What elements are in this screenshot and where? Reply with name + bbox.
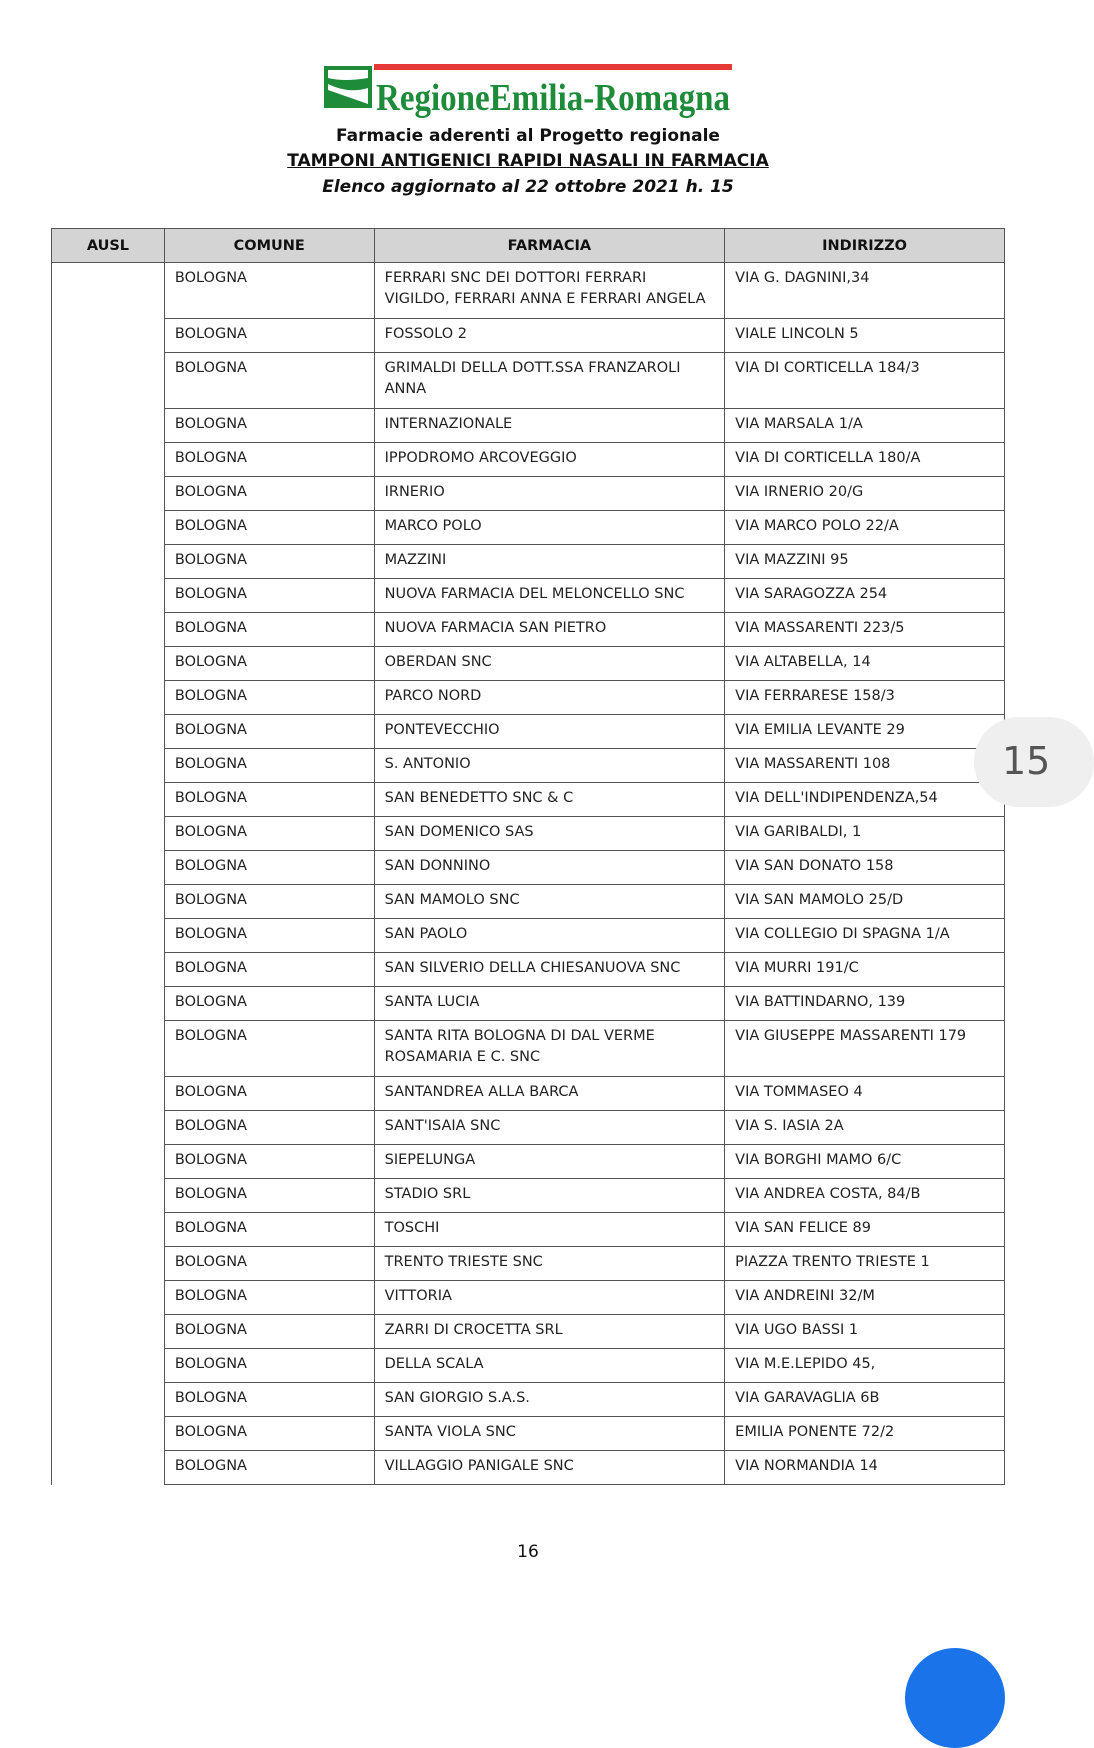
cell-comune: BOLOGNA (164, 409, 374, 443)
table-row (52, 443, 1005, 477)
cell-ausl (52, 1111, 165, 1145)
cell-indirizzo: VIA SAN MAMOLO 25/D (725, 885, 1005, 919)
cell-comune: BOLOGNA (164, 477, 374, 511)
cell-comune: BOLOGNA (164, 749, 374, 783)
cell-indirizzo: VIA UGO BASSI 1 (725, 1315, 1005, 1349)
cell-indirizzo: VIALE LINCOLN 5 (725, 319, 1005, 353)
cell-indirizzo: VIA DI CORTICELLA 180/A (725, 443, 1005, 477)
table-row (52, 1111, 1005, 1145)
cell-ausl (52, 443, 165, 477)
table-row (52, 817, 1005, 851)
cell-indirizzo: VIA EMILIA LEVANTE 29 (725, 715, 1005, 749)
cell-comune: BOLOGNA (164, 715, 374, 749)
cell-indirizzo: VIA SAN FELICE 89 (725, 1213, 1005, 1247)
table-row (52, 1417, 1005, 1451)
table-row (52, 1179, 1005, 1213)
table-row (52, 1281, 1005, 1315)
cell-indirizzo: VIA BATTINDARNO, 139 (725, 987, 1005, 1021)
cell-indirizzo: VIA MURRI 191/C (725, 953, 1005, 987)
cell-indirizzo: VIA M.E.LEPIDO 45, (725, 1349, 1005, 1383)
cell-farmacia: IPPODROMO ARCOVEGGIO (374, 443, 725, 477)
table-row (52, 1077, 1005, 1111)
cell-comune: BOLOGNA (164, 885, 374, 919)
cell-farmacia: OBERDAN SNC (374, 647, 725, 681)
cell-farmacia: IRNERIO (374, 477, 725, 511)
table-row (52, 987, 1005, 1021)
regione-emilia-romagna-logo (324, 64, 732, 122)
cell-indirizzo: VIA ANDREINI 32/M (725, 1281, 1005, 1315)
column-header-ausl: AUSL (52, 229, 165, 263)
cell-comune: BOLOGNA (164, 1383, 374, 1417)
table-row (52, 511, 1005, 545)
cell-ausl (52, 263, 165, 319)
cell-farmacia: SAN BENEDETTO SNC & C (374, 783, 725, 817)
cell-comune: BOLOGNA (164, 851, 374, 885)
cell-ausl (52, 511, 165, 545)
cell-comune: BOLOGNA (164, 443, 374, 477)
table-row (52, 613, 1005, 647)
cell-ausl (52, 1281, 165, 1315)
cell-comune: BOLOGNA (164, 1111, 374, 1145)
cell-comune: BOLOGNA (164, 1247, 374, 1281)
cell-farmacia: ZARRI DI CROCETTA SRL (374, 1315, 725, 1349)
cell-indirizzo: VIA MARSALA 1/A (725, 409, 1005, 443)
cell-ausl (52, 1077, 165, 1111)
cell-indirizzo: VIA MARCO POLO 22/A (725, 511, 1005, 545)
cell-comune: BOLOGNA (164, 647, 374, 681)
cell-indirizzo: VIA MASSARENTI 108 (725, 749, 1005, 783)
cell-indirizzo: VIA ANDREA COSTA, 84/B (725, 1179, 1005, 1213)
table-row (52, 409, 1005, 443)
cell-farmacia: PONTEVECCHIO (374, 715, 725, 749)
cell-ausl (52, 1417, 165, 1451)
cell-comune: BOLOGNA (164, 1077, 374, 1111)
table-row (52, 715, 1005, 749)
cell-farmacia: INTERNAZIONALE (374, 409, 725, 443)
cell-comune: BOLOGNA (164, 1145, 374, 1179)
cell-indirizzo: VIA S. IASIA 2A (725, 1111, 1005, 1145)
cell-comune: BOLOGNA (164, 613, 374, 647)
cell-ausl (52, 613, 165, 647)
cell-ausl (52, 1145, 165, 1179)
table-row (52, 1451, 1005, 1485)
cell-ausl (52, 1383, 165, 1417)
document-subtitle: Farmacie aderenti al Progetto regionale (336, 126, 720, 146)
cell-indirizzo: VIA COLLEGIO DI SPAGNA 1/A (725, 919, 1005, 953)
cell-farmacia: SAN SILVERIO DELLA CHIESANUOVA SNC (374, 953, 725, 987)
cell-comune: BOLOGNA (164, 1417, 374, 1451)
cell-indirizzo: EMILIA PONENTE 72/2 (725, 1417, 1005, 1451)
cell-ausl (52, 817, 165, 851)
page-indicator-text: 15 (1002, 739, 1051, 783)
cell-comune: BOLOGNA (164, 681, 374, 715)
table-row (52, 681, 1005, 715)
table-row (52, 1349, 1005, 1383)
cell-comune: BOLOGNA (164, 353, 374, 409)
cell-farmacia: SANTA VIOLA SNC (374, 1417, 725, 1451)
table-row (52, 353, 1005, 409)
cell-ausl (52, 579, 165, 613)
cell-farmacia: FOSSOLO 2 (374, 319, 725, 353)
cell-ausl (52, 477, 165, 511)
cell-comune: BOLOGNA (164, 1213, 374, 1247)
cell-ausl (52, 681, 165, 715)
cell-ausl (52, 953, 165, 987)
column-header-farmacia: FARMACIA (374, 229, 725, 263)
cell-indirizzo: VIA MASSARENTI 223/5 (725, 613, 1005, 647)
cell-ausl (52, 1179, 165, 1213)
document-title: TAMPONI ANTIGENICI RAPIDI NASALI IN FARMACIA (287, 151, 769, 171)
cell-farmacia: SIEPELUNGA (374, 1145, 725, 1179)
cell-ausl (52, 647, 165, 681)
cell-ausl (52, 715, 165, 749)
floating-action-button[interactable] (905, 1648, 1005, 1748)
page-number: 16 (517, 1542, 539, 1562)
cell-comune: BOLOGNA (164, 545, 374, 579)
cell-indirizzo: VIA FERRARESE 158/3 (725, 681, 1005, 715)
cell-farmacia: GRIMALDI DELLA DOTT.SSA FRANZAROLI ANNA (374, 353, 725, 409)
table-header-row (52, 229, 1005, 263)
table-row (52, 1021, 1005, 1077)
cell-farmacia: SANT'ISAIA SNC (374, 1111, 725, 1145)
cell-farmacia: MAZZINI (374, 545, 725, 579)
cell-comune: BOLOGNA (164, 579, 374, 613)
cell-farmacia: SAN MAMOLO SNC (374, 885, 725, 919)
cell-ausl (52, 319, 165, 353)
cell-comune: BOLOGNA (164, 263, 374, 319)
cell-farmacia: SANTA LUCIA (374, 987, 725, 1021)
cell-comune: BOLOGNA (164, 1021, 374, 1077)
cell-ausl (52, 919, 165, 953)
cell-indirizzo: VIA DI CORTICELLA 184/3 (725, 353, 1005, 409)
cell-farmacia: SANTA RITA BOLOGNA DI DAL VERME ROSAMARIA E C. SNC (374, 1021, 725, 1077)
cell-indirizzo: VIA SAN DONATO 158 (725, 851, 1005, 885)
cell-ausl (52, 409, 165, 443)
cell-ausl (52, 1213, 165, 1247)
cell-ausl (52, 783, 165, 817)
table-row (52, 919, 1005, 953)
cell-comune: BOLOGNA (164, 1315, 374, 1349)
cell-farmacia: S. ANTONIO (374, 749, 725, 783)
cell-farmacia: SANTANDREA ALLA BARCA (374, 1077, 725, 1111)
column-header-comune: COMUNE (164, 229, 374, 263)
update-date: Elenco aggiornato al 22 ottobre 2021 h. 15 (322, 177, 734, 197)
cell-ausl (52, 1349, 165, 1383)
table-row (52, 1213, 1005, 1247)
cell-comune: BOLOGNA (164, 987, 374, 1021)
cell-comune: BOLOGNA (164, 783, 374, 817)
cell-indirizzo: VIA ALTABELLA, 14 (725, 647, 1005, 681)
cell-farmacia: NUOVA FARMACIA DEL MELONCELLO SNC (374, 579, 725, 613)
cell-comune: BOLOGNA (164, 1451, 374, 1485)
cell-comune: BOLOGNA (164, 919, 374, 953)
table-row (52, 851, 1005, 885)
cell-indirizzo: VIA MAZZINI 95 (725, 545, 1005, 579)
cell-ausl (52, 851, 165, 885)
cell-ausl (52, 987, 165, 1021)
page-indicator-badge (974, 717, 1094, 807)
cell-farmacia: SAN PAOLO (374, 919, 725, 953)
table-row (52, 647, 1005, 681)
table-row (52, 783, 1005, 817)
table-row (52, 1145, 1005, 1179)
cell-comune: BOLOGNA (164, 953, 374, 987)
cell-indirizzo: VIA GIUSEPPE MASSARENTI 179 (725, 1021, 1005, 1077)
cell-ausl (52, 1021, 165, 1077)
cell-farmacia: VILLAGGIO PANIGALE SNC (374, 1451, 725, 1485)
cell-indirizzo: VIA GARIBALDI, 1 (725, 817, 1005, 851)
cell-farmacia: SAN DONNINO (374, 851, 725, 885)
svg-text:RegioneEmilia-Romagna: RegioneEmilia-Romagna (376, 77, 730, 119)
cell-indirizzo: VIA DELL'INDIPENDENZA,54 (725, 783, 1005, 817)
cell-comune: BOLOGNA (164, 319, 374, 353)
table-row (52, 545, 1005, 579)
cell-comune: BOLOGNA (164, 1281, 374, 1315)
cell-farmacia: NUOVA FARMACIA SAN PIETRO (374, 613, 725, 647)
cell-indirizzo: VIA NORMANDIA 14 (725, 1451, 1005, 1485)
cell-indirizzo: VIA IRNERIO 20/G (725, 477, 1005, 511)
cell-indirizzo: VIA G. DAGNINI,34 (725, 263, 1005, 319)
cell-farmacia: MARCO POLO (374, 511, 725, 545)
cell-farmacia: TOSCHI (374, 1213, 725, 1247)
cell-comune: BOLOGNA (164, 511, 374, 545)
cell-comune: BOLOGNA (164, 817, 374, 851)
cell-indirizzo: VIA SARAGOZZA 254 (725, 579, 1005, 613)
cell-ausl (52, 1247, 165, 1281)
cell-ausl (52, 885, 165, 919)
cell-farmacia: SAN DOMENICO SAS (374, 817, 725, 851)
cell-ausl (52, 1315, 165, 1349)
cell-ausl (52, 1451, 165, 1485)
table-row (52, 319, 1005, 353)
cell-ausl (52, 353, 165, 409)
cell-farmacia: PARCO NORD (374, 681, 725, 715)
cell-comune: BOLOGNA (164, 1179, 374, 1213)
table-row (52, 1315, 1005, 1349)
table-row (52, 263, 1005, 319)
cell-farmacia: FERRARI SNC DEI DOTTORI FERRARI VIGILDO, FERRARI ANNA E FERRARI ANGELA (374, 263, 725, 319)
table-row (52, 953, 1005, 987)
table-row (52, 1247, 1005, 1281)
table-row (52, 477, 1005, 511)
pharmacy-table (51, 228, 1005, 1485)
cell-indirizzo: VIA BORGHI MAMO 6/C (725, 1145, 1005, 1179)
cell-farmacia: TRENTO TRIESTE SNC (374, 1247, 725, 1281)
cell-farmacia: SAN GIORGIO S.A.S. (374, 1383, 725, 1417)
cell-farmacia: STADIO SRL (374, 1179, 725, 1213)
cell-comune: BOLOGNA (164, 1349, 374, 1383)
cell-ausl (52, 749, 165, 783)
cell-indirizzo: PIAZZA TRENTO TRIESTE 1 (725, 1247, 1005, 1281)
table-row (52, 1383, 1005, 1417)
cell-farmacia: DELLA SCALA (374, 1349, 725, 1383)
table-row (52, 579, 1005, 613)
table-row (52, 885, 1005, 919)
cell-indirizzo: VIA TOMMASEO 4 (725, 1077, 1005, 1111)
cell-farmacia: VITTORIA (374, 1281, 725, 1315)
column-header-indirizzo: INDIRIZZO (725, 229, 1005, 263)
cell-ausl (52, 545, 165, 579)
cell-indirizzo: VIA GARAVAGLIA 6B (725, 1383, 1005, 1417)
table-row (52, 749, 1005, 783)
